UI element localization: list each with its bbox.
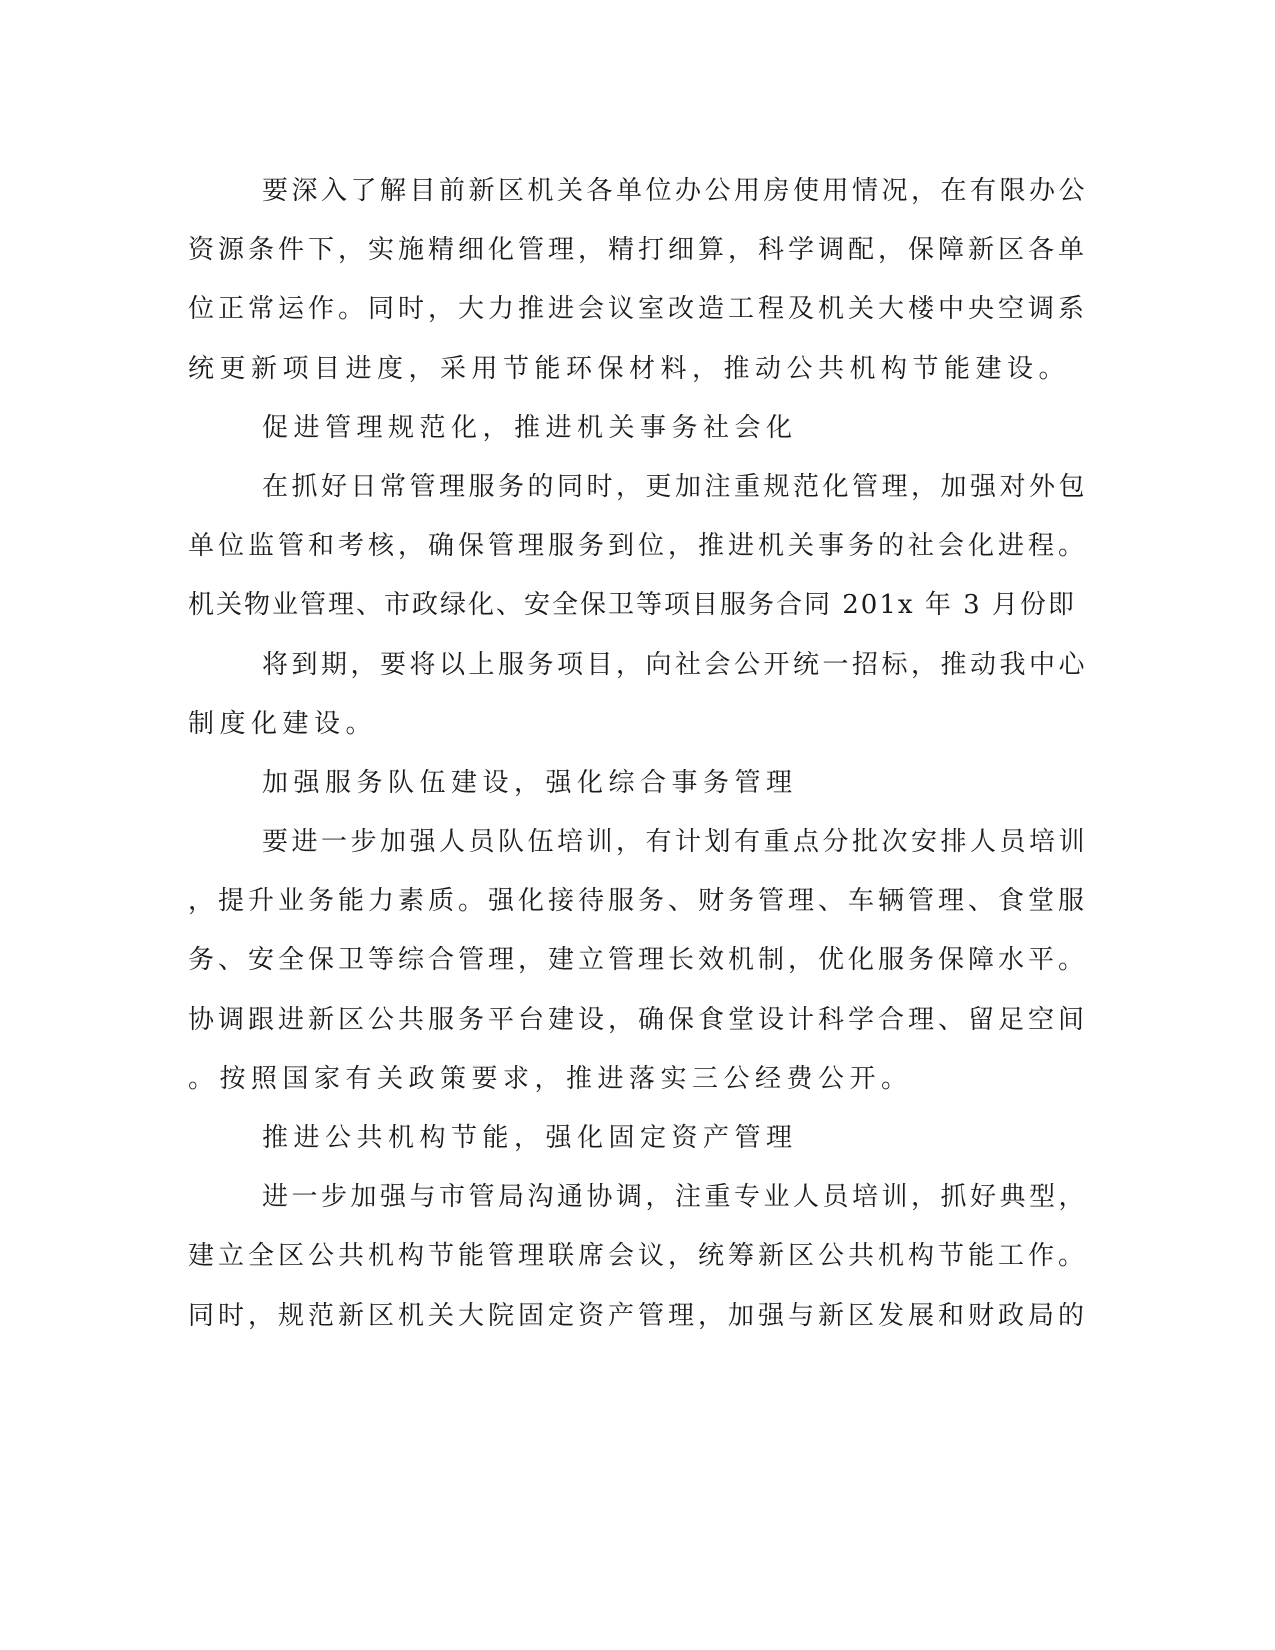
text-line: 。按照国家有关政策要求，推进落实三公经费公开。	[188, 1063, 913, 1094]
text-line: 单位监管和考核，确保管理服务到位，推进机关事务的社会化进程。	[188, 531, 1089, 562]
document-body	[188, 162, 1088, 1346]
text-line: 同时，规范新区机关大院固定资产管理，加强与新区发展和财政局的	[188, 1300, 1089, 1331]
section-heading: 加强服务队伍建设，强化综合事务管理	[262, 767, 798, 798]
text-line: 机关物业管理、市政绿化、安全保卫等项目服务合同 201x 年 3 月份即	[188, 590, 1076, 621]
text-line: 在抓好日常管理服务的同时，更加注重规范化管理，加强对外包	[262, 471, 1089, 502]
text-line: 要深入了解目前新区机关各单位办公用房使用情况，在有限办公	[262, 176, 1089, 206]
text-line: 务、安全保卫等综合管理，建立管理长效机制，优化服务保障水平。	[188, 945, 1089, 976]
text-line: 协调跟进新区公共服务平台建设，确保食堂设计科学合理、留足空间	[188, 1004, 1089, 1035]
text-line: 进一步加强与市管局沟通协调，注重专业人员培训，抓好典型，	[262, 1182, 1089, 1213]
text-line: 制度化建设。	[188, 708, 378, 739]
text-line: 将到期，要将以上服务项目，向社会公开统一招标，推动我中心	[262, 649, 1089, 680]
text-line: 统更新项目进度，采用节能环保材料，推动公共机构节能建设。	[188, 353, 1071, 384]
text-line: 建立全区公共机构节能管理联席会议，统筹新区公共机构节能工作。	[188, 1241, 1089, 1272]
section-heading: 推进公共机构节能，强化固定资产管理	[262, 1123, 798, 1153]
section-heading: 促进管理规范化，推进机关事务社会化	[262, 412, 798, 443]
text-line: 资源条件下，实施精细化管理，精打细算，科学调配，保障新区各单	[188, 235, 1089, 266]
text-line: ，提升业务能力素质。强化接待服务、财务管理、车辆管理、食堂服	[188, 886, 1089, 917]
text-line: 位正常运作。同时，大力推进会议室改造工程及机关大楼中央空调系	[188, 294, 1089, 325]
text-line: 要进一步加强人员队伍培训，有计划有重点分批次安排人员培训	[262, 827, 1089, 858]
